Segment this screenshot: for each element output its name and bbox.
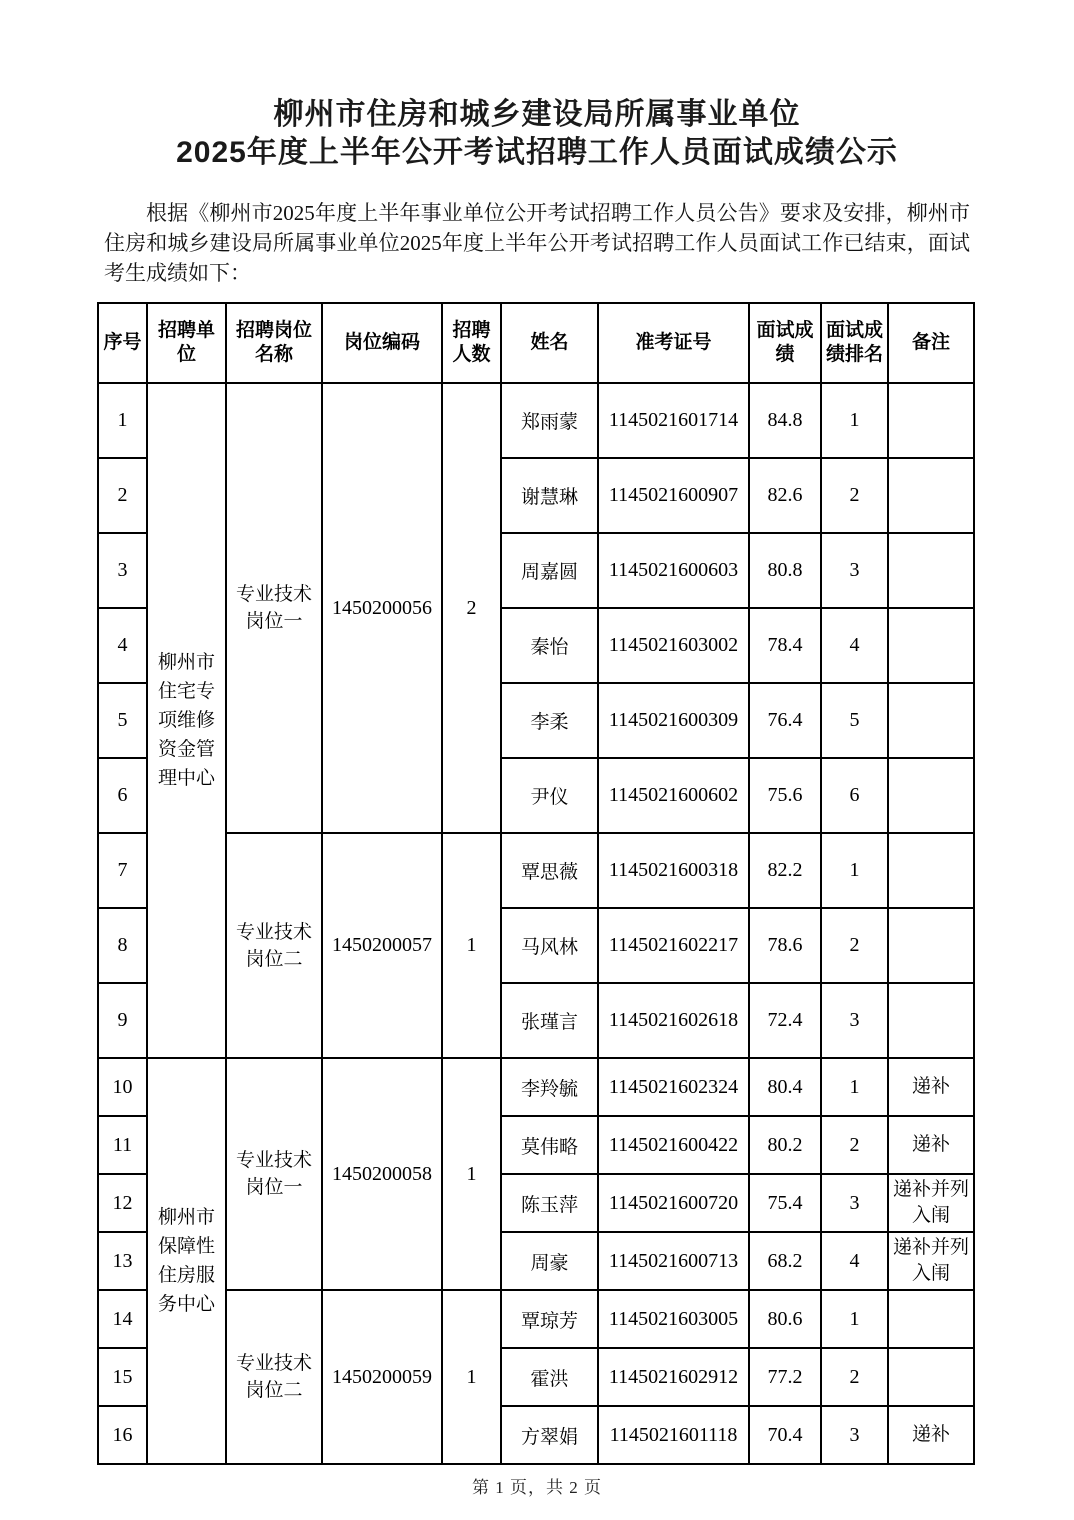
cell-score: 82.2 [749,833,821,908]
table-row-10 [98,1058,974,1116]
cell-score: 72.4 [749,983,821,1058]
cell-seq: 16 [98,1406,147,1464]
cell-remark [888,983,974,1058]
cell-ticket: 1145021602618 [598,983,749,1058]
cell-rank: 6 [821,758,888,833]
cell-seq: 10 [98,1058,147,1116]
column-header-7: 面试成绩 [749,303,821,383]
column-header-2: 招聘岗位名称 [226,303,322,383]
cell-rank: 1 [821,1290,888,1348]
cell-rank: 2 [821,458,888,533]
cell-score: 77.2 [749,1348,821,1406]
cell-seq: 6 [98,758,147,833]
cell-seq: 15 [98,1348,147,1406]
cell-remark [888,1348,974,1406]
cell-name: 李羚毓 [501,1058,598,1116]
cell-name: 覃琼芳 [501,1290,598,1348]
cell-name: 周嘉圆 [501,533,598,608]
cell-ticket: 1145021600720 [598,1174,749,1232]
cell-score: 78.4 [749,608,821,683]
cell-name: 尹仪 [501,758,598,833]
cell-score: 75.6 [749,758,821,833]
cell-seq: 5 [98,683,147,758]
cell-remark [888,908,974,983]
cell-name: 李柔 [501,683,598,758]
cell-name: 张瑾言 [501,983,598,1058]
cell-seq: 8 [98,908,147,983]
cell-ticket: 1145021602324 [598,1058,749,1116]
cell-unit: 柳州市住宅专项维修资金管理中心 [147,383,226,1058]
cell-score: 80.4 [749,1058,821,1116]
cell-name: 陈玉萍 [501,1174,598,1232]
cell-rank: 4 [821,608,888,683]
document-title [0,96,1074,172]
cell-ticket: 1145021601714 [598,383,749,458]
cell-name: 马风林 [501,908,598,983]
cell-position-count: 2 [442,383,501,833]
intro-paragraph: 根据《柳州市2025年度上半年事业单位公开考试招聘工作人员公告》要求及安排，柳州市住房和城乡建设局所属事业单位2025年度上半年公开考试招聘工作人员面试工作已结束，面试考生成绩如下： [104,201,970,285]
cell-remark: 递补 [888,1406,974,1464]
cell-remark [888,683,974,758]
cell-score: 84.8 [749,383,821,458]
cell-ticket: 1145021602217 [598,908,749,983]
table-row-14 [98,1290,974,1348]
cell-remark: 递补并列入闱 [888,1174,974,1232]
cell-name: 谢慧琳 [501,458,598,533]
cell-rank: 1 [821,833,888,908]
cell-score: 76.4 [749,683,821,758]
cell-seq: 9 [98,983,147,1058]
cell-ticket: 1145021601118 [598,1406,749,1464]
cell-rank: 1 [821,1058,888,1116]
cell-remark [888,608,974,683]
cell-ticket: 1145021602912 [598,1348,749,1406]
table-row-1 [98,383,974,458]
cell-seq: 14 [98,1290,147,1348]
cell-position-code: 1450200057 [322,833,442,1058]
cell-ticket: 1145021600309 [598,683,749,758]
cell-seq: 13 [98,1232,147,1290]
cell-rank: 3 [821,1174,888,1232]
results-table [97,302,975,1465]
cell-position-code: 1450200059 [322,1290,442,1464]
cell-rank: 3 [821,533,888,608]
column-header-0: 序号 [98,303,147,383]
cell-seq: 12 [98,1174,147,1232]
cell-position-code: 1450200058 [322,1058,442,1290]
cell-rank: 3 [821,983,888,1058]
cell-position-name: 专业技术岗位二 [226,1290,322,1464]
cell-score: 80.2 [749,1116,821,1174]
cell-rank: 5 [821,683,888,758]
cell-name: 覃思薇 [501,833,598,908]
column-header-5: 姓名 [501,303,598,383]
cell-name: 莫伟略 [501,1116,598,1174]
column-header-6: 准考证号 [598,303,749,383]
cell-ticket: 1145021600713 [598,1232,749,1290]
cell-name: 郑雨蒙 [501,383,598,458]
cell-ticket: 1145021600602 [598,758,749,833]
cell-name: 周豪 [501,1232,598,1290]
cell-score: 75.4 [749,1174,821,1232]
table-header [98,303,974,383]
cell-remark [888,383,974,458]
header-row [98,303,974,383]
title-line-1: 柳州市住房和城乡建设局所属事业单位 [273,98,801,131]
cell-score: 68.2 [749,1232,821,1290]
page-number: 第 1 页，共 2 页 [472,1478,602,1497]
column-header-1: 招聘单位 [147,303,226,383]
cell-rank: 4 [821,1232,888,1290]
cell-position-count: 1 [442,1290,501,1464]
cell-unit: 柳州市保障性住房服务中心 [147,1058,226,1464]
cell-score: 80.8 [749,533,821,608]
cell-rank: 2 [821,908,888,983]
cell-name: 方翠娟 [501,1406,598,1464]
cell-name: 秦怡 [501,608,598,683]
table-row-7 [98,833,974,908]
cell-seq: 1 [98,383,147,458]
cell-name: 霍洪 [501,1348,598,1406]
cell-seq: 2 [98,458,147,533]
cell-remark: 递补 [888,1116,974,1174]
cell-remark [888,833,974,908]
column-header-4: 招聘人数 [442,303,501,383]
cell-ticket: 1145021600603 [598,533,749,608]
cell-position-name: 专业技术岗位二 [226,833,322,1058]
cell-score: 70.4 [749,1406,821,1464]
cell-rank: 2 [821,1348,888,1406]
title-line-2: 2025年度上半年公开考试招聘工作人员面试成绩公示 [176,136,898,169]
cell-rank: 2 [821,1116,888,1174]
cell-ticket: 1145021600907 [598,458,749,533]
cell-rank: 1 [821,383,888,458]
column-header-8: 面试成绩排名 [821,303,888,383]
cell-position-name: 专业技术岗位一 [226,383,322,833]
cell-ticket: 1145021603005 [598,1290,749,1348]
table-body [98,383,974,1464]
cell-seq: 7 [98,833,147,908]
column-header-9: 备注 [888,303,974,383]
cell-seq: 11 [98,1116,147,1174]
cell-score: 82.6 [749,458,821,533]
cell-position-count: 1 [442,833,501,1058]
cell-remark [888,533,974,608]
cell-remark [888,1290,974,1348]
cell-position-code: 1450200056 [322,383,442,833]
cell-position-count: 1 [442,1058,501,1290]
cell-rank: 3 [821,1406,888,1464]
cell-remark [888,458,974,533]
cell-remark [888,758,974,833]
cell-score: 78.6 [749,908,821,983]
cell-ticket: 1145021600318 [598,833,749,908]
cell-remark: 递补 [888,1058,974,1116]
cell-ticket: 1145021600422 [598,1116,749,1174]
cell-seq: 4 [98,608,147,683]
cell-seq: 3 [98,533,147,608]
column-header-3: 岗位编码 [322,303,442,383]
cell-remark: 递补并列入闱 [888,1232,974,1290]
cell-score: 80.6 [749,1290,821,1348]
cell-ticket: 1145021603002 [598,608,749,683]
cell-position-name: 专业技术岗位一 [226,1058,322,1290]
